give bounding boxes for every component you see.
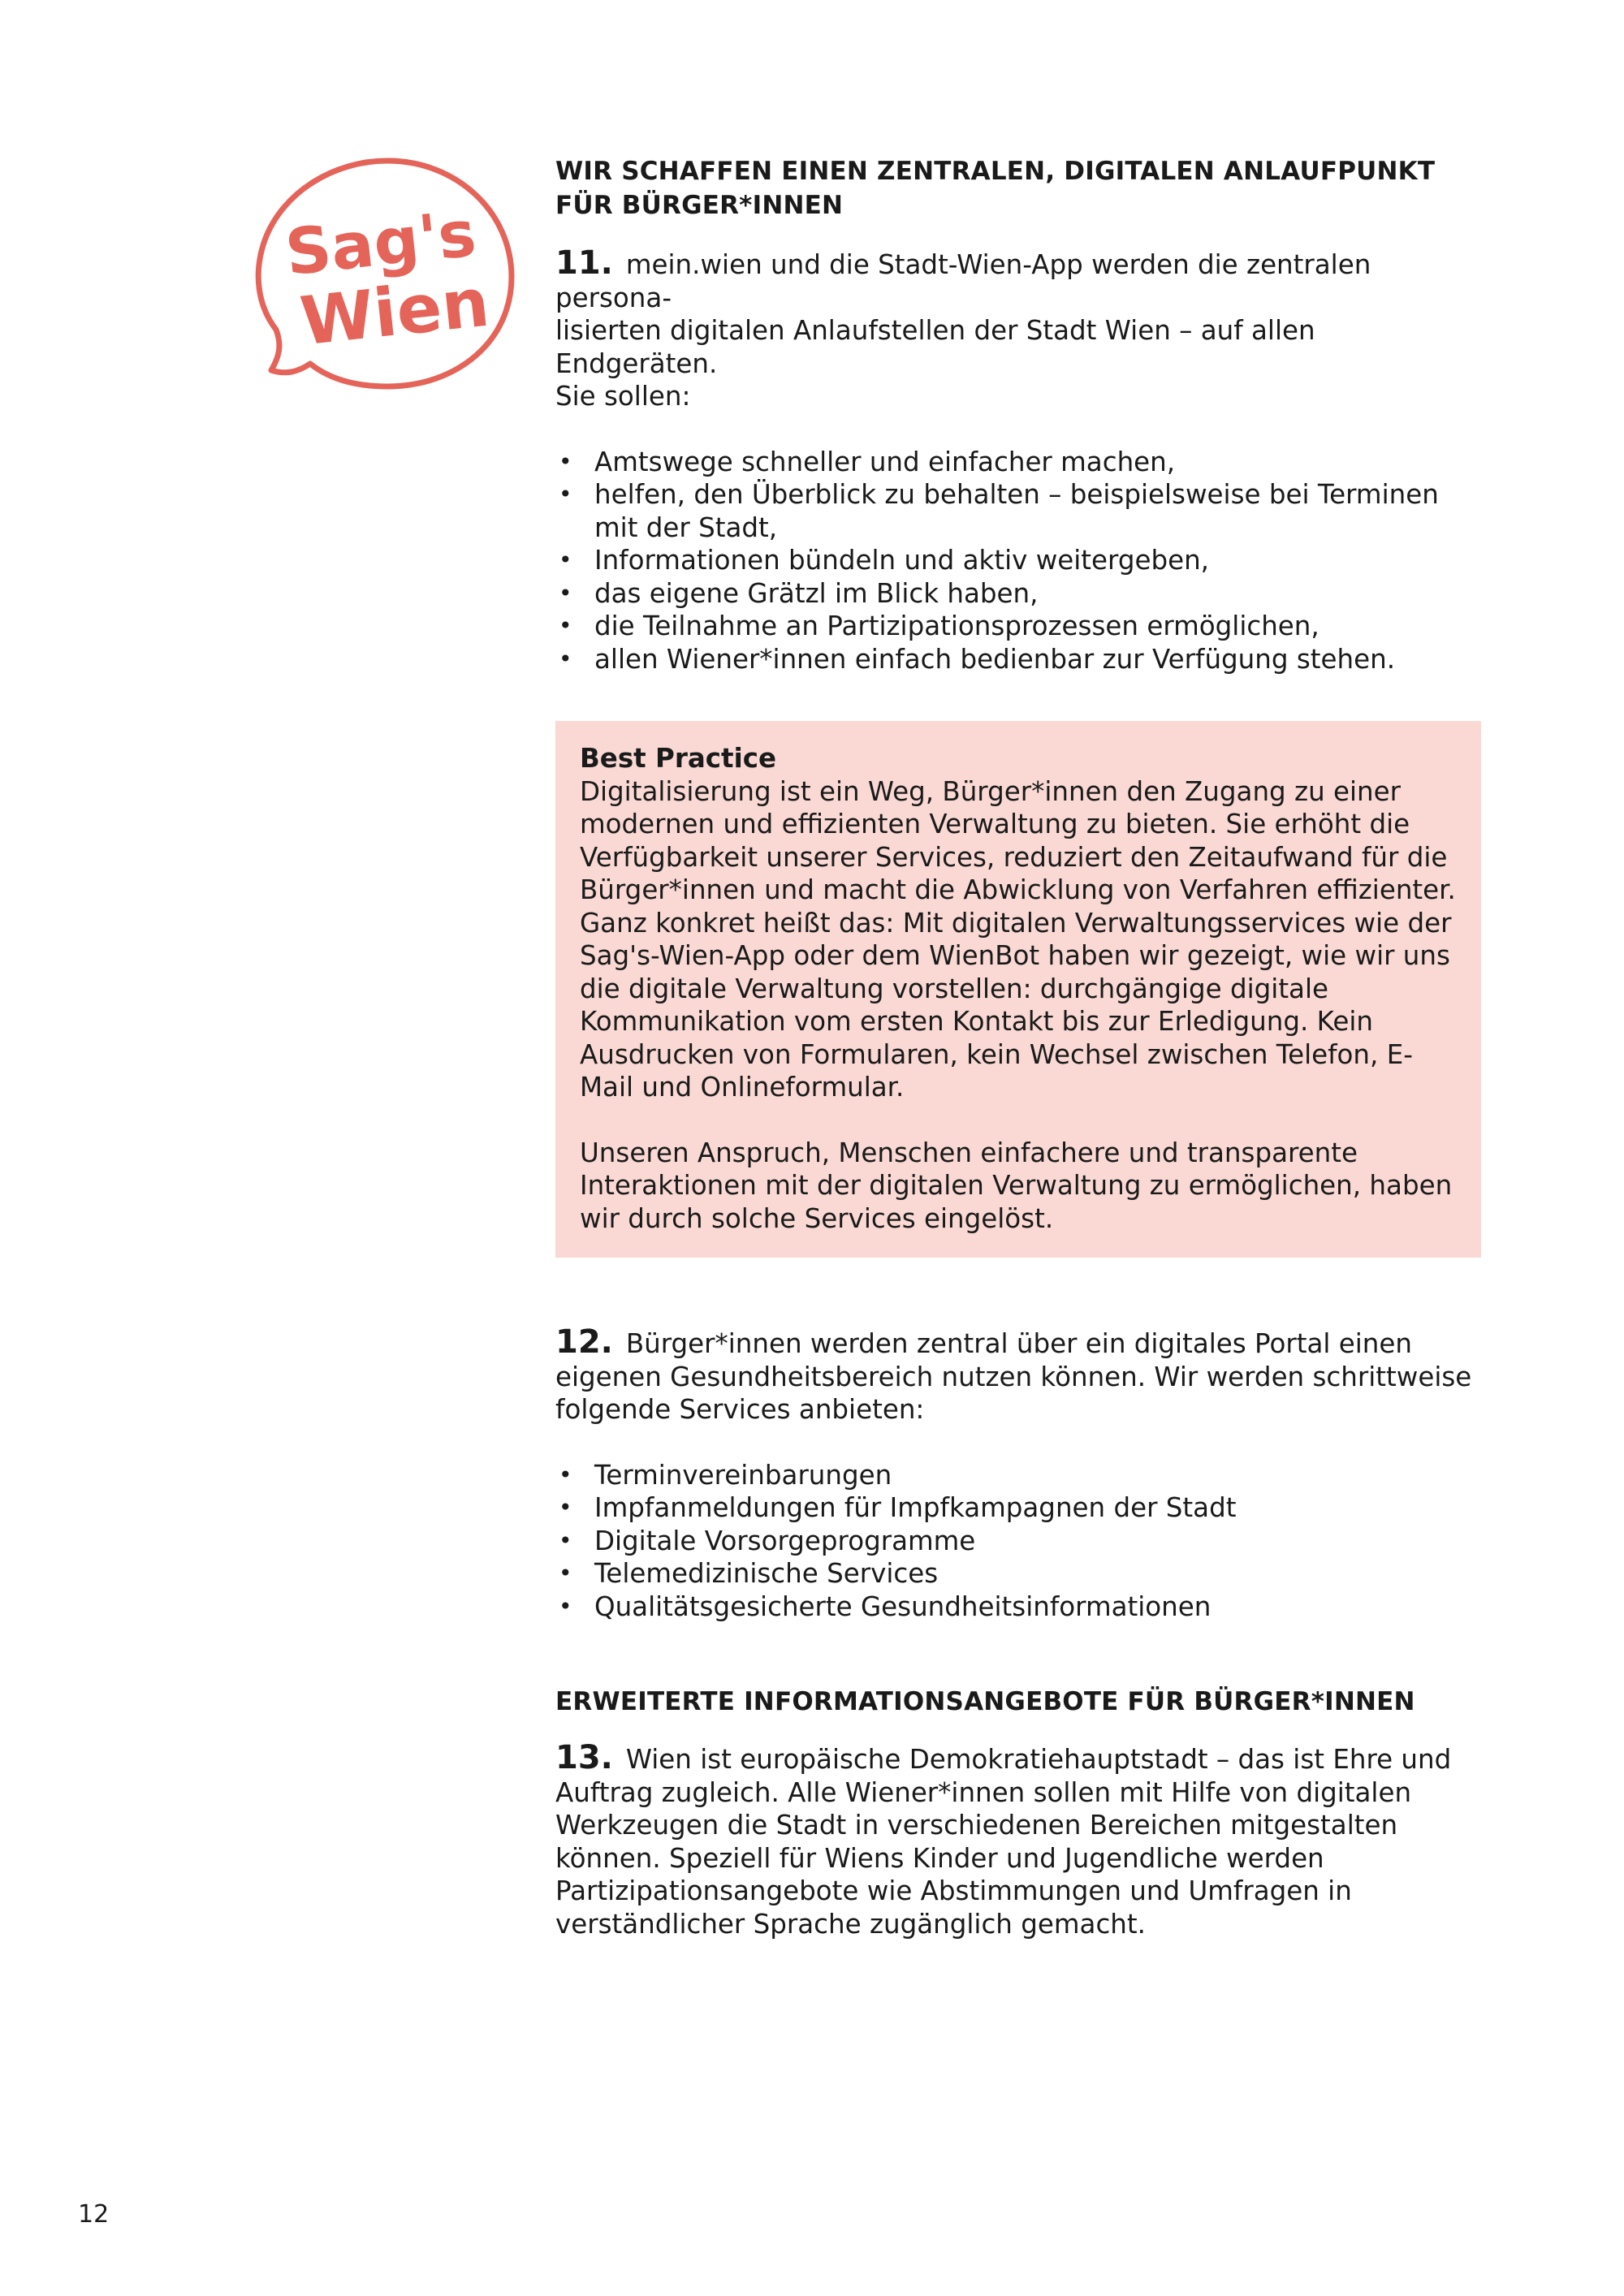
list-item: • Terminvereinbarungen [555,1459,1481,1492]
section-heading-1-line-2: FÜR BÜRGER*INNEN [555,191,844,220]
sags-wien-logo [253,151,521,411]
item-13-body: Wien ist europäische Demokratiehauptstadt – das ist Ehre und Auftrag zugleich. Alle Wiener*innen sollen mit Hilfe von digitalen Werkzeugen die Stadt in verschiedenen Bereichen mitgestalten können. Speziell für Wiens Kinder und Jugendliche werden Partizipationsangebote wie Abstimmungen und Umfragen in verständlicher Sprache zugänglich gemacht. [555,1744,1452,1940]
best-practice-paragraph-1: Digitalisierung ist ein Weg, Bürger*innen den Zugang zu einer modernen und effizienten Verwaltung zu bieten. Sie erhöht die Verfügbarkeit unserer Services, reduziert den Zeitaufwand für die Bürger*innen und macht die Abwicklung von Verfahren effizienter. Ganz konkret heißt das: Mit digitalen Verwaltungsservices wie der Sag's-Wien-App oder dem WienBot haben wir gezeigt, wie wir uns die digitale Verwaltung vorstellen: durchgängige digitale Kommunikation vom ersten Kontakt bis zur Erledigung. Kein Ausdrucken von Formularen, kein Wechsel zwischen Telefon, E-Mail und Onlineformular. [580,775,1456,1103]
main-content [555,154,1481,1940]
item-11-bullet-list [555,446,1481,676]
item-12-bullet-list [555,1459,1481,1624]
list-item: • Impfanmeldungen für Impfkampagnen der Stadt [555,1491,1481,1525]
item-11-line-1: mein.wien und die Stadt-Wien-App werden die zentralen persona- [555,249,1371,313]
page-number: 12 [78,2200,110,2229]
item-12 [555,1323,1481,1623]
logo-line-2: Wien [296,264,493,361]
list-item: • das eigene Grätzl im Blick haben, [555,577,1481,611]
item-13-number: 13. [555,1739,613,1776]
item-12-number: 12. [555,1323,613,1361]
list-item: • Qualitätsgesicherte Gesundheitsinformationen [555,1590,1481,1624]
logo-line-1: Sag's [282,197,480,291]
item-11-text [555,244,1481,413]
list-item: • die Teilnahme an Partizipationsprozessen ermöglichen, [555,610,1481,643]
item-12-text [555,1323,1481,1426]
item-12-body: Bürger*innen werden zentral über ein digitales Portal einen eigenen Gesundheitsbereich nutzen können. Wir werden schrittweise folgende Services anbieten: [555,1328,1472,1425]
item-11 [555,244,1481,675]
best-practice-paragraph-2: Unseren Anspruch, Menschen einfachere und transparente Interaktionen mit der digitalen Verwaltung zu ermöglichen, haben wir durch solche Services eingelöst. [580,1137,1453,1234]
item-11-number: 11. [555,244,613,282]
list-item: • Telemedizinische Services [555,1557,1481,1590]
item-11-line-2: lisierten digitalen Anlaufstellen der Stadt Wien – auf allen Endgeräten. [555,315,1315,379]
best-practice-box [555,721,1481,1258]
list-item: • Digitale Vorsorgeprogramme [555,1525,1481,1558]
item-11-line-3: Sie sollen: [555,381,691,412]
list-item: • Amtswege schneller und einfacher machen, [555,446,1481,479]
item-13 [555,1741,1481,1940]
list-item: • helfen, den Überblick zu behalten – beispielsweise bei Terminen mit der Stadt, [555,478,1481,544]
item-13-text [555,1741,1481,1940]
list-item: • Informationen bündeln und aktiv weitergeben, [555,544,1481,577]
section-heading-2: ERWEITERTE INFORMATIONSANGEBOTE FÜR BÜRGER*INNEN [555,1687,1415,1716]
section-heading-1-line-1: WIR SCHAFFEN EINEN ZENTRALEN, DIGITALEN ANLAUFPUNKT [555,157,1436,186]
best-practice-title: Best Practice [580,743,777,774]
list-item: • allen Wiener*innen einfach bedienbar zur Verfügung stehen. [555,643,1481,676]
section-heading-1 [555,154,1481,222]
